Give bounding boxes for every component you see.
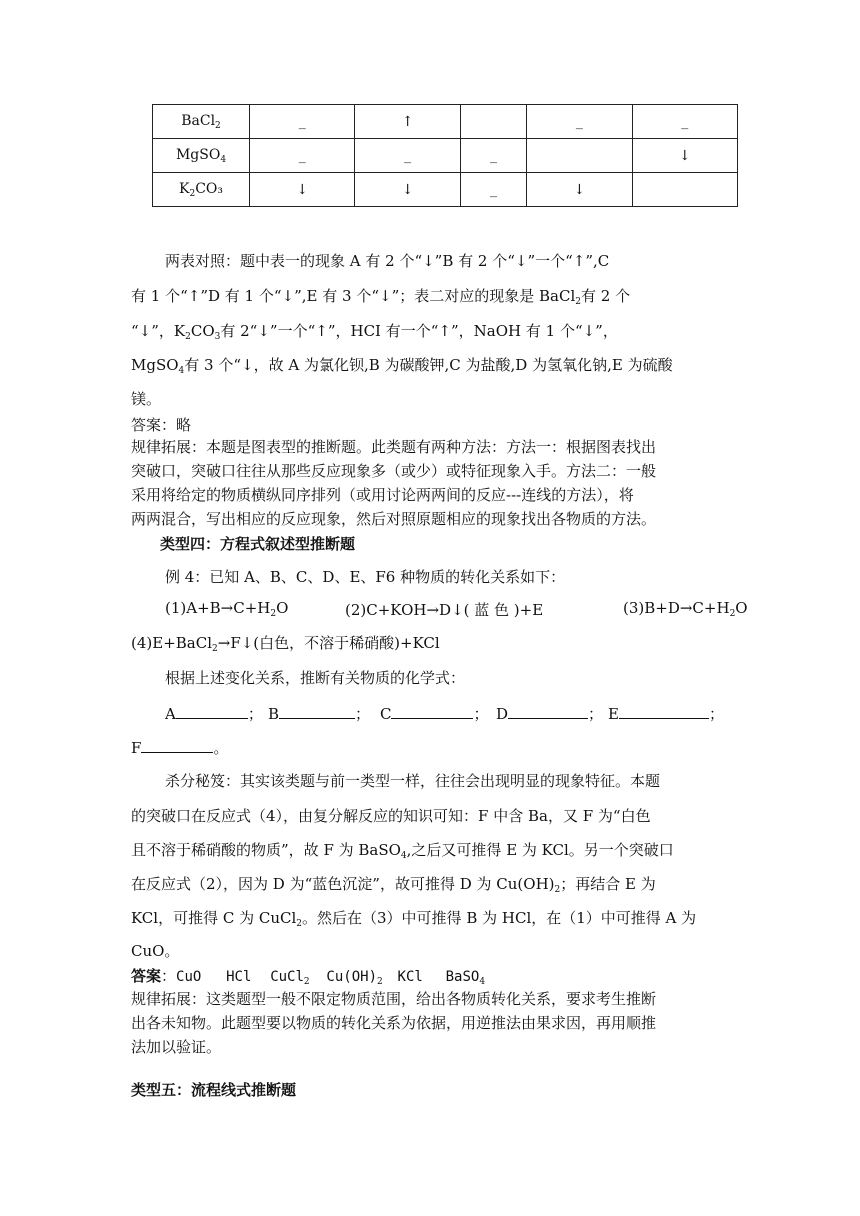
rule1-line3: 采用将给定的物质横纵同序排列（或用讨论两两间的反应---连线的方法），将	[131, 486, 634, 504]
table-cell: _	[527, 105, 632, 139]
answer-1: 答案：略	[131, 416, 192, 434]
table-cell: ↓	[632, 139, 737, 173]
blank-e: E ；	[608, 705, 724, 723]
table-cell: _	[355, 139, 460, 173]
blank-b: B ；	[268, 705, 371, 723]
table-cell: _	[632, 105, 737, 139]
equation-4: (4)E+BaCl$_2$→F↓(白色，不溶于稀硝酸)+KCl	[131, 634, 440, 654]
rule2-line1: 规律拓展：这类题型一般不限定物质范围，给出各物质转化关系，要求考生推断	[131, 990, 657, 1008]
para1-line2: 有 1 个“↑”D 有 1 个“↓”,E 有 3 个“↓”；表二对应的现象是 BaCl$_2$有 2 个	[131, 287, 631, 307]
table-row	[153, 173, 738, 207]
para1-line5: 镁。	[131, 390, 162, 408]
para2-line2: 的突破口在反应式（4），由复分解反应的知识可知：F 中含 Ba，又 F 为“白色	[131, 807, 651, 825]
row-label: $K_2CO_3$	[153, 173, 250, 207]
table-row	[153, 139, 738, 173]
heading-type5: 类型五：流程线式推断题	[131, 1081, 297, 1099]
example-4: 例 4：已知 A、B、C、D、E、F6 种物质的转化关系如下：	[165, 568, 566, 586]
prompt: 根据上述变化关系，推断有关物质的化学式：	[165, 669, 466, 687]
heading-type4: 类型四：方程式叙述型推断题	[160, 535, 356, 553]
table-cell	[527, 139, 632, 173]
rule2-line3: 法加以验证。	[131, 1038, 222, 1056]
table-cell: _	[460, 139, 526, 173]
table-cell	[460, 105, 526, 139]
rule1-line4: 两两混合，写出相应的反应现象，然后对照原题相应的现象找出各物质的方法。	[131, 510, 657, 528]
para2-line5: KCl，可推得 C 为 CuCl$_2$。然后在（3）中可推得 B 为 HCl，在（1）中可推得 A 为	[131, 909, 697, 929]
table-cell	[632, 173, 737, 207]
table-cell: _	[250, 139, 355, 173]
answer-2: 答案：CuO HCl CuCl$_2$ $Cu(OH)_2$ KCl BaSO$_4$	[131, 967, 486, 987]
table-cell: ↓	[250, 173, 355, 207]
table-cell: ↓	[355, 173, 460, 207]
blank-d: D ；	[496, 705, 604, 723]
row-label: BaCl$_2$	[153, 105, 250, 139]
blank-f: F 。	[131, 739, 229, 757]
row-label: MgSO$_4$	[153, 139, 250, 173]
equation-3: $(3)B+D\to C+H_2O$	[623, 599, 748, 619]
rule1-line2: 突破口，突破口往往从那些反应现象多（或少）或特征现象入手。方法二：一般	[131, 462, 657, 480]
para2-line3: 且不溶于稀硝酸的物质”，故 F 为 BaSO$_4$,之后又可推得 E 为 KCl。另一个突破口	[131, 841, 674, 861]
equation-1: $(1)A+B\to C+H_2O$	[165, 599, 289, 619]
rule1-line1: 规律拓展：本题是图表型的推断题。此类题有两种方法：方法一：根据图表找出	[131, 438, 657, 456]
blank-c: C ；	[380, 705, 489, 723]
reaction-table	[152, 104, 738, 207]
table-cell: ↓	[527, 173, 632, 207]
table-row	[153, 105, 738, 139]
para2-line6: CuO。	[131, 942, 180, 960]
rule2-line2: 出各未知物。此题型要以物质的转化关系为依据，用逆推法由果求因，再用顺推	[131, 1014, 657, 1032]
table-cell: _	[460, 173, 526, 207]
para1-line1: 两表对照：题中表一的现象 A 有 2 个“↓”B 有 2 个“↓”一个“↑”,C	[165, 252, 610, 270]
para1-line3: “↓”，$K_2CO_3$有 2“↓”一个“↑”，HCI 有一个“↑”，NaOH 有 1 个“↓”，	[131, 322, 618, 342]
table-cell: _	[250, 105, 355, 139]
blank-a: A ；	[165, 705, 263, 723]
para2-line4: 在反应式（2），因为 D 为“蓝色沉淀”，故可推得 D 为 $Cu(OH)_2$；再结合 E 为	[131, 875, 656, 895]
table-cell: ↑	[355, 105, 460, 139]
para2-line1: 杀分秘笈：其实该类题与前一类型一样，往往会出现明显的现象特征。本题	[165, 772, 661, 790]
equation-2: (2)C+KOH→D↓( 蓝 色 )+E	[345, 601, 544, 619]
para1-line4: MgSO$_4$有 3 个“↓，故 A 为氯化钡,B 为碳酸钾,C 为盐酸,D 为氢氧化钠,E 为硫酸	[131, 356, 673, 376]
